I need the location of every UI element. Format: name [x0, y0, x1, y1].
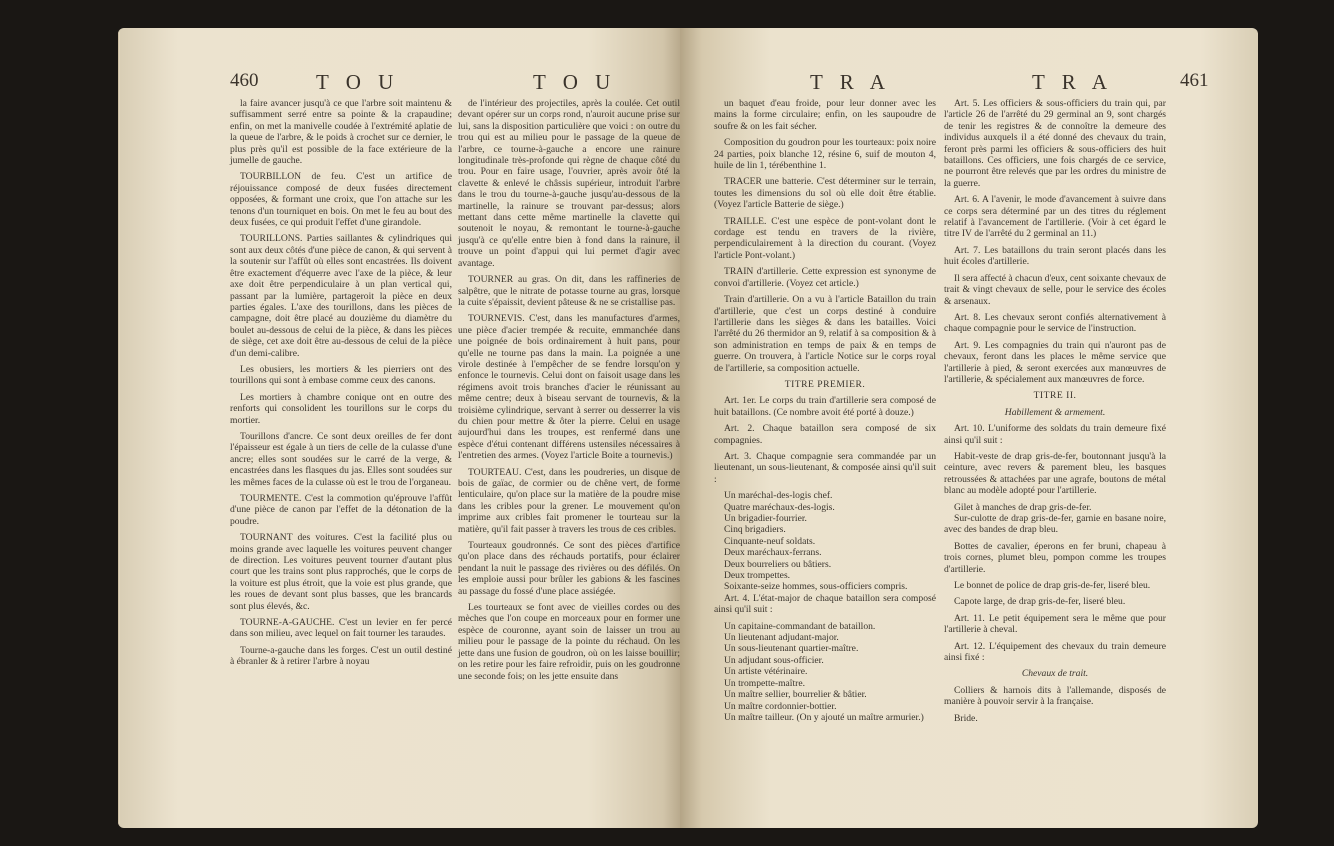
left-column-2 [458, 98, 680, 687]
paragraph: la faire avancer jusqu'à ce que l'arbre soit maintenu & suffisamment serré entre sa pointe & la crapaudine; enfin, on met la manivelle coudée à l'extrémité aplatie de la queue de l'arbre, & le poids à crochet sur ce dernier, le plus près qu'il est possible de la face extérieure de la jumelle de gauche. [230, 98, 452, 167]
page-number-left: 460 [230, 70, 259, 91]
running-head-right-col1: T R A [810, 70, 891, 94]
paragraph: TITRE PREMIER. [784, 378, 866, 390]
paragraph: Cinquante-neuf soldats. [724, 535, 816, 547]
paragraph: Tourteaux goudronnés. Ce sont des pièces d'artifice qu'on place dans des réchauds portatifs, pour éclairer pendant la nuit le passage des rivières ou des défilés. On les emploie aussi pour brûler les gabions & les fascines au passage du fossé d'une place assiégée. [458, 540, 680, 597]
paragraph: un baquet d'eau froide, pour leur donner avec les mains la forme circulaire; enfin, on les saupoudre de soufre & on les fait sécher. [714, 98, 936, 132]
paragraph: Gilet à manches de drap gris-de-fer. [954, 501, 1092, 513]
paragraph: Un adjudant sous-officier. [724, 654, 824, 666]
paragraph: Deux maréchaux-ferrans. [724, 547, 822, 559]
paragraph: Art. 1er. Le corps du train d'artillerie sera composé de huit bataillons. (Ce nombre avoit été porté à douze.) [714, 395, 936, 418]
paragraph: Un brigadier-fourrier. [724, 513, 807, 524]
paragraph: Bottes de cavalier, éperons en fer bruni, chapeau à trois cornes, plumet bleu, pompon comme les troupes d'artillerie. [944, 540, 1166, 575]
paragraph: Deux trompettes. [724, 570, 791, 582]
paragraph: Les obusiers, les mortiers & les pierriers ont des tourillons qui sont à embase comme ceux des canons. [230, 363, 452, 387]
paragraph: TOURNANT des voitures. C'est la facilité plus ou moins grande avec laquelle les voitures peuvent changer de direction. Les voitures peuvent tourner d'autant plus court que les trains sont plus rapprochés, que le corps de la voiture est plus étroit, que la voie est plus grande, que les roues de devant sont plus basses, que les brancards sont plus élevés, &c. [230, 532, 452, 612]
paragraph: Cinq brigadiers. [724, 524, 786, 536]
left-page [118, 28, 680, 828]
paragraph: Les tourteaux se font avec de vieilles cordes ou des mèches que l'on coupe en morceaux pour en former une espèce de couronne, ayant soin de laisser un trou au milieu pour le passage de la pointe du réchaud. On les jette dans une fusion de goudron, où on les laisse bouillir; on les retire pour les faire refroidir, puis on les goudronne une seconde fois; on les jette ensuite dans [458, 602, 680, 682]
right-column-1 [714, 98, 936, 723]
paragraph: Un artiste vétérinaire. [724, 666, 808, 678]
paragraph: Un trompette-maître. [724, 677, 805, 689]
paragraph: TOURNE-A-GAUCHE. C'est un levier en fer percé dans son milieu, avec lequel on fait tourner les taraudes. [230, 617, 452, 640]
running-head-right-col2: T R A [1032, 70, 1113, 94]
paragraph: Un maître sellier, bourrelier & bâtier. [724, 689, 867, 701]
paragraph: Tourillons d'ancre. Ce sont deux oreilles de fer dont l'épaisseur est égale à un tiers de celle de la culasse d'une ancre; elles sont soudées sur le carré de la verge, & encastrées dans les flasques du jas. Elles sont soudées sur les mêmes faces de la culasse où est le trou de l'organeau. [230, 430, 452, 488]
paragraph: TOURBILLON de feu. C'est un artifice de réjouissance composé de deux fusées directement opposées, & formant une croix, que l'on attache sur les tenons d'un tourniquet en bois. On met le feu au bout des deux fusées, ce qui produit l'effet d'une girandole. [230, 171, 452, 229]
paragraph: Art. 5. Les officiers & sous-officiers du train qui, par l'article 26 de l'arrêté du 29 germinal an 9, sont chargés de tenir les registres & de connoître la demeure des individus auxquels il a été donné des chevaux du train, feront près parmi les officiers & sous-officiers des huit bataillons. Ces officiers, une fois chargés de ce service, ne pourront être relevés que par les ordres du ministre de la guerre. [944, 98, 1166, 189]
paragraph: Sur-culotte de drap gris-de-fer, garnie en basane noire, avec des bandes de drap bleu. [944, 513, 1166, 536]
paragraph: TOURNER au gras. On dit, dans les raffineries de salpêtre, que le nitrate de potasse tourne au gras, lorsque la cuite s'épaissit, devient pâteuse & ne se cristallise pas. [458, 274, 680, 308]
paragraph: TITRE II. [1033, 390, 1077, 402]
paragraph: Bride. [954, 712, 978, 724]
paragraph: Art. 2. Chaque bataillon sera composé de six compagnies. [714, 423, 936, 446]
paragraph: Art. 10. L'uniforme des soldats du train demeure fixé ainsi qu'il suit : [944, 423, 1166, 446]
paragraph: TOURNEVIS. C'est, dans les manufactures d'armes, une pièce d'acier trempée & recuite, emmanchée dans une poignée de bois ordinairement à huit pans, pour qu'elle ne tourne pas dans la main. La poignée a une virole destinée à l'empêcher de se fendre lorsqu'on y enfonce le tournevis. Celui dont on faisoit usage dans les régimens avoit trois branches d'acier le réunissant au même centre; deux à biseau servant de tournevis, & la troisième cylindrique, servant à serrer ou desserrer la vis du chien pour mettre & ôter la pierre. Celui en usage aujourd'hui dans les troupes, est renfermé dans une espèce d'étui contenant différens ustensiles nécessaires à l'entretien des armes. (Voyez l'article Boite a tournevis.) [458, 313, 680, 462]
paragraph: Colliers & harnois dits à l'allemande, disposés de manière à pouvoir servir à la française. [944, 684, 1166, 708]
paragraph: Un maître tailleur. (On y ajouté un maître armurier.) [724, 711, 924, 723]
running-head-left-col1: T O U [316, 70, 400, 94]
paragraph: Un sous-lieutenant quartier-maître. [724, 643, 859, 655]
paragraph: Art. 9. Les compagnies du train qui n'auront pas de chevaux, feront dans les places le même service que l'artillerie à pied, & seront exercées aux manœuvres de l'artillerie, & spécialement aux manœuvres de force. [944, 339, 1166, 385]
paragraph: Tourne-a-gauche dans les forges. C'est un outil destiné à ébranler & à retirer l'arbre à noyau [230, 644, 452, 668]
running-head-left-col2: T O U [533, 70, 617, 94]
paragraph: Deux bourreliers ou bâtiers. [724, 558, 832, 570]
paragraph: Les mortiers à chambre conique ont en outre des renforts qui consolident les tourillons sur le corps du mortier. [230, 391, 452, 426]
paragraph: TOURMENTE. C'est la commotion qu'éprouve l'affût d'une pièce de canon par l'effet de la détonation de la poudre. [230, 493, 452, 527]
paragraph: Art. 6. A l'avenir, le mode d'avancement à suivre dans ce corps sera déterminé par un des titres du réglement relatif à l'avancement de l'artillerie. (Voir à cet égard le titre IV de l'arrêté du 2 germinal an 11.) [944, 194, 1166, 240]
paragraph: Un capitaine-commandant de bataillon. [724, 620, 876, 632]
right-page [680, 28, 1258, 828]
paragraph: Un maître cordonnier-bottier. [724, 700, 837, 712]
right-column-2 [944, 98, 1166, 724]
paragraph: de l'intérieur des projectiles, après la coulée. Cet outil devant opérer sur un corps rond, n'auroit aucune prise sur lui, sans la disposition particulière que voici : on outre du trou qui est au milieu pour le passage de la queue de l'arbre, ce tourne-à-gauche a encore une rainure longitudinale très-profonde qui règne de chaque côté du trou. Pour en faire usage, l'ouvrier, après avoir ôté la clavette & enlevé le châssis supérieur, introduit l'arbre dans le trou du tourne-à-gauche jusqu'au-dessous de la martinelle, la rainure se trouvant par-dessus; alors mettant dans cette même martinelle la clavette qui soutenoit le noyau, & remontant le tourne-à-gauche jusqu'à ce qu'elle entre bien à fond dans la rainure, il trouve un point d'appui qui lui permet d'agir avec avantage. [458, 98, 680, 269]
paragraph: Art. 3. Chaque compagnie sera commandée par un lieutenant, un sous-lieutenant, & composée ainsi qu'il suit : [714, 450, 936, 485]
paragraph: TRAILLE. C'est une espèce de pont-volant dont le cordage est tendu en travers de la rivière, perpendiculairement à la direction du courant. (Voyez l'article Pont-volant.) [714, 215, 936, 261]
open-book [118, 28, 1258, 828]
paragraph: Art. 12. L'équipement des chevaux du train demeure ainsi fixé : [944, 640, 1166, 664]
paragraph: Chevaux de trait. [1021, 668, 1089, 680]
paragraph: Un lieutenant adjudant-major. [724, 632, 839, 644]
paragraph: Habit-veste de drap gris-de-fer, boutonnant jusqu'à la ceinture, avec revers & parement bleu, les basques retroussées & attachées par une agrafe, boutons de métal blanc au modèle adopté pour l'artillerie. [944, 450, 1166, 497]
paragraph: Le bonnet de police de drap gris-de-fer, liseré bleu. [954, 580, 1151, 592]
paragraph: TRACER une batterie. C'est déterminer sur le terrain, toutes les dimensions du sol où elle doit être établie. (Voyez l'article Batterie de siège.) [714, 176, 936, 211]
paragraph: Quatre maréchaux-des-logis. [724, 501, 835, 513]
paragraph: TOURTEAU. C'est, dans les poudreries, un disque de bois de gaïac, de cormier ou de chêne vert, de forme lenticulaire, qu'on place sur la matière de la poudre mise dans les cribles pour la grener. Le mouvement qu'on imprime aux cribles fait promener le tourteau sur la matière, qu'il fait passer à travers les trous de ces cribles. [458, 466, 680, 535]
paragraph: TOURILLONS. Parties saillantes & cylindriques qui sont aux deux côtés d'une pièce de canon, & qui servent à la soutenir sur l'affût où elles sont encastrées. Ils doivent être exactement d'équerre avec l'axe de la pièce, & leur axe doit être perpendiculaire à un plan vertical qui, passant par la lumière, partageroit la pièce en deux parties égales. L'axe des tourillons, dans les pièces de campagne, doit être placé au douzième du diamètre du boulet au-dessous de celui de la pièce, & dans les pièces de siège, cet axe doit être au-dessous de celui de la pièce d'un demi-calibre. [230, 233, 452, 359]
page-edges-left [118, 32, 120, 824]
paragraph: Composition du goudron pour les tourteaux: poix noire 24 parties, poix blanche 12, résine 6, suif de mouton 4, huile de lin 1, térébenthine 1. [714, 137, 936, 172]
paragraph: Art. 4. L'état-major de chaque bataillon sera composé ainsi qu'il suit : [714, 592, 936, 616]
paragraph: Train d'artillerie. On a vu à l'article Bataillon du train d'artillerie, que c'est un corps destiné à conduire l'artillerie dans les sièges & dans les batailles. Voici l'arrêté du 26 thermidor an 9, relatif à sa composition & à son administration en temps de paix & en temps de guerre. On trouvera, à l'article Notice sur le corps royal de l'artillerie, sa composition actuelle. [714, 294, 936, 374]
paragraph: Il sera affecté à chacun d'eux, cent soixante chevaux de trait & vingt chevaux de selle, pour le service des écoles & arsenaux. [944, 272, 1166, 307]
paragraph: Soixante-seize hommes, sous-officiers compris. [724, 581, 908, 593]
paragraph: TRAIN d'artillerie. Cette expression est synonyme de convoi d'artillerie. (Voyez cet article.) [714, 266, 936, 289]
paragraph: Un maréchal-des-logis chef. [724, 490, 833, 502]
paragraph: Capote large, de drap gris-de-fer, liseré bleu. [954, 596, 1126, 608]
paragraph: Art. 11. Le petit équipement sera le même que pour l'artillerie à cheval. [944, 612, 1166, 636]
paragraph: Habillement & armement. [1004, 406, 1106, 418]
paragraph: Art. 8. Les chevaux seront confiés alternativement à chaque compagnie pour le service de l'instruction. [944, 311, 1166, 335]
left-column-1 [230, 98, 452, 673]
page-number-right: 461 [1180, 70, 1209, 91]
paragraph: Art. 7. Les bataillons du train seront placés dans les huit écoles d'artillerie. [944, 244, 1166, 268]
